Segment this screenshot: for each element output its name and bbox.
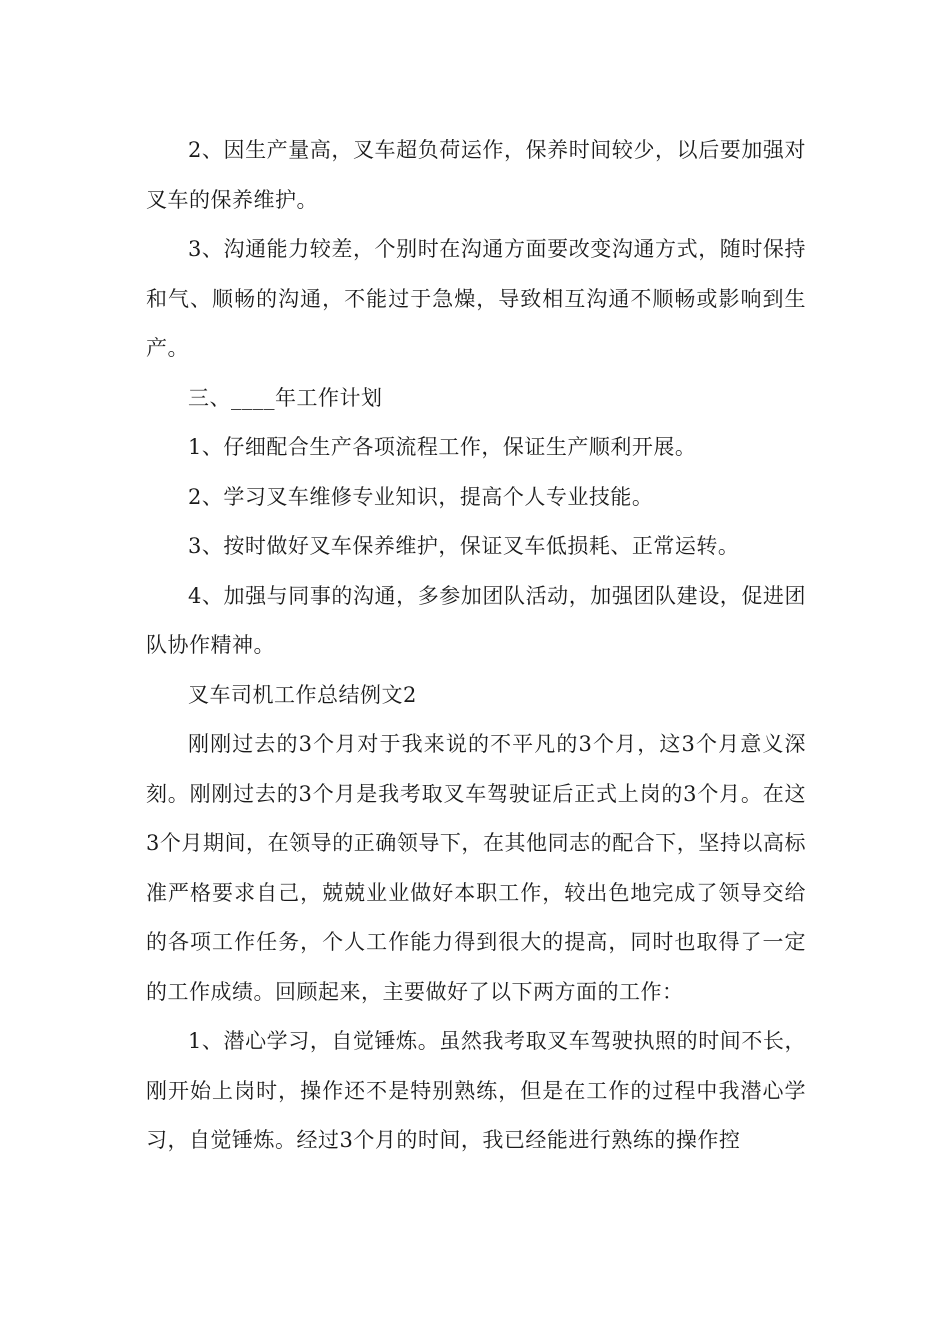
paragraph-maintenance-issue: 2、因生产量高，叉车超负荷运作，保养时间较少，以后要加强对叉车的保养维护。 [146, 138, 806, 212]
plan-item-4: 4、加强与同事的沟通，多参加团队活动，加强团队建设，促进团队协作精神。 [146, 583, 806, 657]
example-title: 叉车司机工作总结例文2 [188, 682, 417, 707]
paragraph-intro-three-months: 刚刚过去的3个月对于我来说的不平凡的3个月，这3个月意义深刻。刚刚过去的3个月是我考取叉车驾驶证后正式上岗的3个月。在这3个月期间，在领导的正确领导下，在其他同志的配合下，坚持以高标准严格要求自己，兢兢业业做好本职工作，较出色地完成了领导交给的各项工作任务，个人工作能力得到很大的提高，同时也取得了一定的工作成绩。回顾起来，主要做好了以下两方面的工作： [146, 732, 806, 1004]
plan-item-1: 1、仔细配合生产各项流程工作，保证生产顺利开展。 [188, 435, 697, 459]
document-body [146, 126, 806, 1166]
plan-item-3: 3、按时做好叉车保养维护，保证叉车低损耗、正常运转。 [188, 534, 740, 558]
section-heading-work-plan: 三、____年工作计划 [188, 385, 383, 410]
paragraph-communication-issue: 3、沟通能力较差，个别时在沟通方面要改变沟通方式，随时保持和气、顺畅的沟通，不能过于急燥，导致相互沟通不顺畅或影响到生产。 [146, 237, 806, 360]
paragraph-study-practice: 1、潜心学习，自觉锤炼。虽然我考取叉车驾驶执照的时间不长，刚开始上岗时，操作还不是特别熟练，但是在工作的过程中我潜心学习，自觉锤炼。经过3个月的时间，我已经能进行熟练的操作控 [146, 1029, 806, 1152]
plan-item-2: 2、学习叉车维修专业知识，提高个人专业技能。 [188, 484, 654, 509]
